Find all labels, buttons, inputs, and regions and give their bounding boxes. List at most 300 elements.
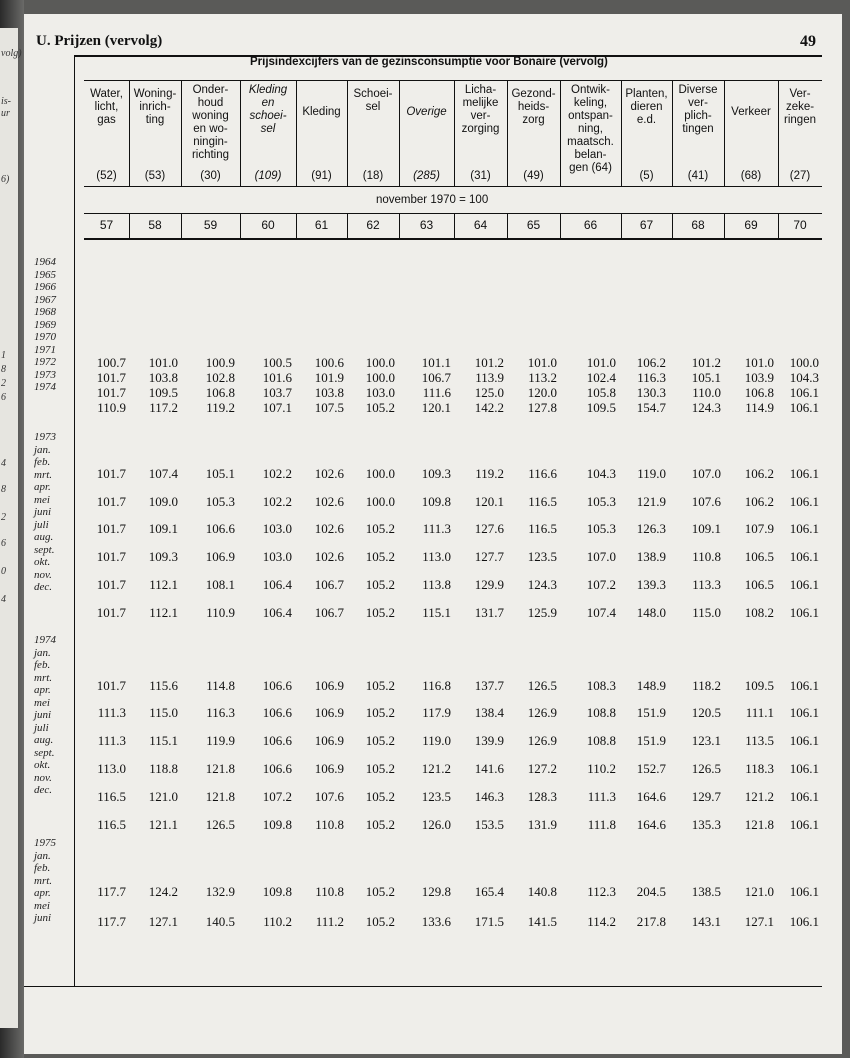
column-number: 57 xyxy=(99,218,114,232)
table-cell: 100.6 xyxy=(314,355,344,370)
column-header-line: Ver- xyxy=(789,88,811,100)
table-cell: 109.5 xyxy=(586,400,616,415)
column-header-67 xyxy=(621,88,672,127)
table-cell: 109.5 xyxy=(744,678,774,693)
column-header-line: Onder- xyxy=(192,84,229,96)
table-cell: 138.9 xyxy=(636,549,666,564)
table-cell: 126.0 xyxy=(421,817,451,832)
row-label: mei xyxy=(34,493,50,506)
column-header-line: ontspan- xyxy=(568,110,613,122)
table-cell: 105.2 xyxy=(365,884,395,899)
column-header-62 xyxy=(347,88,399,114)
table-cell: 124.3 xyxy=(691,400,721,415)
row-label: feb. xyxy=(34,456,51,468)
row-label: 1966 xyxy=(34,281,56,293)
table-cell: 106.1 xyxy=(789,400,819,415)
super-header-rule xyxy=(84,80,822,81)
page-number: 49 xyxy=(800,33,816,50)
column-header-line: ning, xyxy=(578,123,603,135)
table-cell: 129.8 xyxy=(421,884,451,899)
prev-page-fragment: volg) xyxy=(1,48,22,59)
table-cell: 100.0 xyxy=(365,466,395,481)
table-cell: 106.8 xyxy=(205,385,235,400)
table-cell: 107.1 xyxy=(262,400,292,415)
table-cell: 102.2 xyxy=(262,494,292,509)
table-cell: 100.5 xyxy=(262,355,292,370)
column-header-61 xyxy=(296,106,347,119)
column-header-line: Kleding xyxy=(248,84,288,96)
row-label: 1973 xyxy=(34,368,56,381)
row-label: 1974 xyxy=(34,381,56,393)
table-cell: 204.5 xyxy=(636,884,666,899)
prev-page-fragment: 6) xyxy=(1,174,10,185)
table-cell: 171.5 xyxy=(474,914,504,929)
table-cell: 107.5 xyxy=(314,400,344,415)
table-cell: 151.9 xyxy=(636,733,666,748)
table-cell: 106.9 xyxy=(314,678,344,693)
column-header-line: sel xyxy=(365,101,381,113)
prev-page-fragment: 6 xyxy=(1,538,6,549)
table-cell: 148.9 xyxy=(636,678,666,693)
table-cell: 106.1 xyxy=(789,521,819,536)
table-cell: 105.2 xyxy=(365,549,395,564)
row-label: mrt. xyxy=(34,468,53,481)
column-weight: (52) xyxy=(96,170,117,182)
table-cell: 103.0 xyxy=(262,521,292,536)
table-cell: 108.8 xyxy=(586,733,616,748)
column-number: 64 xyxy=(473,218,488,232)
column-header-69 xyxy=(724,106,778,119)
column-weight: (41) xyxy=(687,170,709,182)
table-cell: 126.5 xyxy=(691,761,721,776)
table-cell: 112.1 xyxy=(149,605,178,620)
column-header-58 xyxy=(129,88,181,127)
column-header-line: belan- xyxy=(574,149,607,161)
table-cell: 103.8 xyxy=(314,385,344,400)
table-cell: 117.7 xyxy=(97,884,126,899)
table-cell: 102.6 xyxy=(314,494,344,509)
row-label-block xyxy=(34,634,56,797)
table-cell: 107.6 xyxy=(691,494,721,509)
column-header-line: licht, xyxy=(94,101,119,113)
table-cell: 129.7 xyxy=(691,789,721,804)
row-label: jan. xyxy=(34,443,51,456)
table-cell: 116.8 xyxy=(422,678,451,693)
table-cell: 106.1 xyxy=(789,884,819,899)
table-cell: 138.4 xyxy=(474,705,504,720)
table-cell: 106.1 xyxy=(789,705,819,720)
table-cell: 105.1 xyxy=(691,370,721,385)
table-cell: 105.2 xyxy=(365,678,395,693)
table-cell: 106.1 xyxy=(789,605,819,620)
table-cell: 102.4 xyxy=(586,370,616,385)
table-cell: 101.7 xyxy=(96,494,126,509)
row-label: mrt. xyxy=(34,671,53,684)
table-cell: 133.6 xyxy=(421,914,451,929)
table-cell: 113.3 xyxy=(692,577,721,592)
column-header-line: maatsch. xyxy=(567,136,614,148)
row-label: aug. xyxy=(34,531,54,543)
table-cell: 117.7 xyxy=(97,914,126,929)
row-label: feb. xyxy=(34,659,51,671)
column-header-line: Water, xyxy=(90,88,123,100)
column-header-line: dieren xyxy=(630,101,663,113)
column-header-68 xyxy=(672,84,724,136)
table-cell: 106.1 xyxy=(789,678,819,693)
table-cell: 118.8 xyxy=(149,761,178,776)
row-label: dec. xyxy=(34,581,53,593)
table-cell: 114.8 xyxy=(206,678,235,693)
table-cell: 111.3 xyxy=(97,733,126,748)
column-header-line: houd xyxy=(197,97,224,109)
prev-page-fragment: is- xyxy=(1,96,11,107)
table-cell: 115.1 xyxy=(422,605,451,620)
table-cell: 123.1 xyxy=(691,733,721,748)
table-cell: 110.9 xyxy=(206,605,235,620)
table-cell: 106.2 xyxy=(636,355,666,370)
column-header-line: en xyxy=(261,97,275,109)
table-cell: 119.0 xyxy=(422,733,451,748)
row-label-block xyxy=(34,431,56,594)
table-cell: 120.0 xyxy=(527,385,557,400)
table-cell: 117.9 xyxy=(422,705,451,720)
column-number: 66 xyxy=(583,218,598,232)
table-cell: 105.2 xyxy=(365,817,395,832)
column-header-line: Verkeer xyxy=(731,106,771,118)
table-cell: 106.6 xyxy=(205,521,235,536)
row-label: sept. xyxy=(34,746,55,759)
table-cell: 102.2 xyxy=(262,466,292,481)
table-cell: 126.3 xyxy=(636,521,666,536)
table-cell: 105.2 xyxy=(365,733,395,748)
column-header-65 xyxy=(507,88,560,127)
table-cell: 116.5 xyxy=(97,789,126,804)
table-cell: 153.5 xyxy=(474,817,504,832)
table-cell: 127.7 xyxy=(474,549,504,564)
table-cell: 101.1 xyxy=(421,355,451,370)
table-cell: 101.2 xyxy=(474,355,504,370)
table-cell: 119.0 xyxy=(637,466,666,481)
table-cell: 110.2 xyxy=(587,761,616,776)
table-cell: 116.6 xyxy=(528,466,557,481)
table-cell: 111.3 xyxy=(97,705,126,720)
table-cell: 113.0 xyxy=(97,761,126,776)
table-cell: 141.5 xyxy=(527,914,557,929)
table-cell: 111.3 xyxy=(422,521,451,536)
column-header-line: richting xyxy=(191,149,230,161)
table-cell: 106.1 xyxy=(789,577,819,592)
table-cell: 109.3 xyxy=(148,549,178,564)
table-cell: 110.9 xyxy=(97,400,126,415)
table-cell: 113.2 xyxy=(528,370,557,385)
table-cell: 102.6 xyxy=(314,521,344,536)
table-cell: 138.5 xyxy=(691,884,721,899)
table-cell: 101.7 xyxy=(96,549,126,564)
column-header-line: schoei- xyxy=(249,110,287,122)
column-header-63 xyxy=(399,106,454,119)
table-cell: 154.7 xyxy=(636,400,666,415)
table-cell: 123.5 xyxy=(527,549,557,564)
table-cell: 108.2 xyxy=(744,605,774,620)
column-number: 61 xyxy=(314,218,329,232)
table-cell: 105.2 xyxy=(365,789,395,804)
table-cell: 101.2 xyxy=(691,355,721,370)
table-cell: 106.9 xyxy=(314,733,344,748)
table-cell: 106.1 xyxy=(789,817,819,832)
row-label: juli xyxy=(34,721,49,734)
table-cell: 106.7 xyxy=(314,605,344,620)
table-cell: 137.7 xyxy=(474,678,504,693)
column-header-line: Licha- xyxy=(464,84,497,96)
table-cell: 121.1 xyxy=(148,817,178,832)
table-cell: 100.0 xyxy=(789,355,819,370)
table-cell: 135.3 xyxy=(691,817,721,832)
table-cell: 116.3 xyxy=(637,370,666,385)
table-cell: 131.9 xyxy=(527,817,557,832)
table-cell: 126.9 xyxy=(527,733,557,748)
table-cell: 116.5 xyxy=(97,817,126,832)
column-header-59 xyxy=(181,84,240,162)
column-header-line: Gezond- xyxy=(511,88,556,100)
prev-page-fragment: 8 xyxy=(1,484,6,495)
table-cell: 106.5 xyxy=(744,577,774,592)
colnum-bottom-rule xyxy=(84,238,822,240)
table-cell: 121.8 xyxy=(744,817,774,832)
table-cell: 102.6 xyxy=(314,549,344,564)
table-cell: 111.1 xyxy=(745,705,774,720)
table-cell: 120.1 xyxy=(421,400,451,415)
table-cell: 106.1 xyxy=(789,385,819,400)
column-header-66 xyxy=(560,84,621,175)
row-label: 1973 xyxy=(34,431,56,443)
table-cell: 109.8 xyxy=(262,884,292,899)
row-label: sept. xyxy=(34,543,55,556)
table-cell: 106.7 xyxy=(421,370,451,385)
table-cell: 127.6 xyxy=(474,521,504,536)
table-cell: 106.6 xyxy=(262,678,292,693)
table-cell: 106.1 xyxy=(789,914,819,929)
table-cell: 105.3 xyxy=(205,494,235,509)
table-cell: 115.0 xyxy=(692,605,721,620)
table-cell: 116.3 xyxy=(206,705,235,720)
table-cell: 106.9 xyxy=(314,761,344,776)
table-cell: 131.7 xyxy=(474,605,504,620)
table-cell: 106.7 xyxy=(314,577,344,592)
table-cell: 109.0 xyxy=(148,494,178,509)
table-cell: 113.0 xyxy=(422,549,451,564)
prev-page-fragment: 6 xyxy=(1,392,6,403)
column-weight: (91) xyxy=(311,170,332,182)
column-header-line: inrich- xyxy=(139,101,171,113)
table-cell: 106.1 xyxy=(789,733,819,748)
table-cell: 130.3 xyxy=(636,385,666,400)
table-cell: 148.0 xyxy=(636,605,666,620)
table-cell: 106.2 xyxy=(744,466,774,481)
column-header-line: heids- xyxy=(517,101,550,113)
table-cell: 128.3 xyxy=(527,789,557,804)
column-number: 65 xyxy=(526,218,541,232)
row-label: mrt. xyxy=(34,874,53,887)
column-weight: (68) xyxy=(740,170,762,182)
column-weight: (53) xyxy=(144,170,166,182)
column-header-line: Overige xyxy=(406,106,447,118)
column-number: 63 xyxy=(419,218,434,232)
page-title: U. Prijzen (vervolg) xyxy=(36,33,163,49)
column-weight: (31) xyxy=(470,170,491,182)
column-header-line: plich- xyxy=(684,110,712,122)
row-label-block xyxy=(34,256,56,394)
table-cell: 117.2 xyxy=(149,400,178,415)
table-cell: 118.2 xyxy=(692,678,721,693)
table-cell: 119.9 xyxy=(206,733,235,748)
row-label: 1968 xyxy=(34,306,56,318)
column-weight: (27) xyxy=(789,170,811,182)
table-cell: 105.3 xyxy=(586,521,616,536)
table-cell: 121.8 xyxy=(205,789,235,804)
column-number: 59 xyxy=(203,218,218,232)
table-cell: 104.3 xyxy=(789,370,819,385)
table-cell: 100.0 xyxy=(365,494,395,509)
table-cell: 107.4 xyxy=(586,605,616,620)
table-cell: 106.4 xyxy=(262,577,292,592)
table-cell: 113.9 xyxy=(475,370,504,385)
table-cell: 127.8 xyxy=(527,400,557,415)
table-cell: 101.0 xyxy=(586,355,616,370)
table-cell: 110.8 xyxy=(692,549,721,564)
table-cell: 106.9 xyxy=(314,705,344,720)
table-cell: 103.9 xyxy=(744,370,774,385)
row-label: apr. xyxy=(34,481,51,493)
table-cell: 100.9 xyxy=(205,355,235,370)
column-header-line: Planten, xyxy=(625,88,668,100)
column-header-57 xyxy=(84,88,129,127)
prev-page-fragment: 2 xyxy=(1,378,6,389)
table-cell: 140.5 xyxy=(205,914,235,929)
column-header-line: Woning- xyxy=(133,88,177,100)
column-header-line: melijke xyxy=(462,97,499,109)
table-cell: 127.2 xyxy=(527,761,557,776)
table-cell: 101.7 xyxy=(96,370,126,385)
table-cell: 101.7 xyxy=(96,521,126,536)
row-label: mei xyxy=(34,696,50,709)
table-cell: 106.9 xyxy=(205,549,235,564)
column-header-line: gen (64) xyxy=(569,162,612,174)
stub-divider xyxy=(74,56,75,986)
table-cell: 111.8 xyxy=(587,817,616,832)
column-header-line: ringen xyxy=(784,114,816,126)
table-cell: 110.0 xyxy=(692,385,721,400)
table-cell: 101.7 xyxy=(96,605,126,620)
table-cell: 132.9 xyxy=(205,884,235,899)
column-header-line: zorg xyxy=(522,114,545,126)
table-cell: 101.7 xyxy=(96,385,126,400)
row-label: juni xyxy=(34,709,52,721)
column-header-line: Diverse xyxy=(678,84,718,96)
table-cell: 105.3 xyxy=(586,494,616,509)
table-cell: 127.1 xyxy=(744,914,774,929)
row-label: jan. xyxy=(34,849,51,862)
column-header-line: sel xyxy=(260,123,276,135)
prev-page-fragment: 0 xyxy=(1,566,6,577)
row-label: 1974 xyxy=(34,634,56,646)
row-label: 1975 xyxy=(34,837,56,849)
table-cell: 105.8 xyxy=(586,385,616,400)
table-cell: 101.7 xyxy=(96,678,126,693)
table-cell: 105.2 xyxy=(365,705,395,720)
table-cell: 151.9 xyxy=(636,705,666,720)
row-label: 1969 xyxy=(34,318,56,331)
column-header-line: ting xyxy=(145,114,165,126)
column-weight: (49) xyxy=(523,170,544,182)
table-cell: 105.2 xyxy=(365,577,395,592)
table-cell: 101.6 xyxy=(262,370,292,385)
table-cell: 141.6 xyxy=(474,761,504,776)
table-cell: 112.3 xyxy=(587,884,616,899)
table-cell: 115.0 xyxy=(149,705,178,720)
column-header-line: woning xyxy=(192,110,229,122)
table-cell: 100.0 xyxy=(365,370,395,385)
column-header-line: ver- xyxy=(688,97,708,109)
table-cell: 104.3 xyxy=(586,466,616,481)
table-cell: 164.6 xyxy=(636,789,666,804)
table-cell: 121.9 xyxy=(636,494,666,509)
column-header-line: Ontwik- xyxy=(571,84,610,96)
table-cell: 108.1 xyxy=(205,577,235,592)
table-cell: 110.8 xyxy=(315,884,344,899)
column-number: 58 xyxy=(148,218,162,232)
row-label: apr. xyxy=(34,684,51,696)
table-cell: 106.5 xyxy=(744,549,774,564)
column-weight: (285) xyxy=(413,170,440,182)
column-header-line: zeke- xyxy=(785,101,815,113)
table-cell: 109.5 xyxy=(148,385,178,400)
row-label: 1967 xyxy=(34,293,56,306)
column-header-60 xyxy=(240,84,296,136)
table-super-header: Prijsindexcijfers van de gezinsconsumptie voor Bonaire (vervolg) xyxy=(250,56,608,68)
column-header-line: tingen xyxy=(682,123,714,135)
table-cell: 152.7 xyxy=(636,761,666,776)
row-label: 1971 xyxy=(34,343,56,356)
table-cell: 106.1 xyxy=(789,549,819,564)
prev-page-fragment: 8 xyxy=(1,364,6,375)
column-header-line: en wo- xyxy=(193,123,228,135)
table-cell: 129.9 xyxy=(474,577,504,592)
table-cell: 106.6 xyxy=(262,761,292,776)
table-cell: 121.2 xyxy=(744,789,774,804)
colnum-top-rule xyxy=(84,213,822,214)
prev-page-fragment: 4 xyxy=(1,594,6,605)
table-cell: 108.3 xyxy=(586,678,616,693)
table-cell: 121.0 xyxy=(148,789,178,804)
row-label: dec. xyxy=(34,784,53,796)
row-label: 1970 xyxy=(34,331,56,343)
table-cell: 109.3 xyxy=(421,466,451,481)
prev-page-fragment: 2 xyxy=(1,512,6,523)
row-label: nov. xyxy=(34,771,52,784)
row-label: juni xyxy=(34,506,52,518)
prev-page-fragment: ur xyxy=(1,108,10,119)
table-cell: 105.2 xyxy=(365,521,395,536)
table-cell: 123.5 xyxy=(421,789,451,804)
table-cell: 126.5 xyxy=(527,678,557,693)
table-cell: 142.2 xyxy=(474,400,504,415)
table-cell: 127.1 xyxy=(148,914,178,929)
row-label: juli xyxy=(34,518,49,531)
table-cell: 100.7 xyxy=(96,355,126,370)
column-header-line: keling, xyxy=(573,97,608,109)
table-cell: 120.5 xyxy=(691,705,721,720)
row-label-block xyxy=(34,837,56,925)
